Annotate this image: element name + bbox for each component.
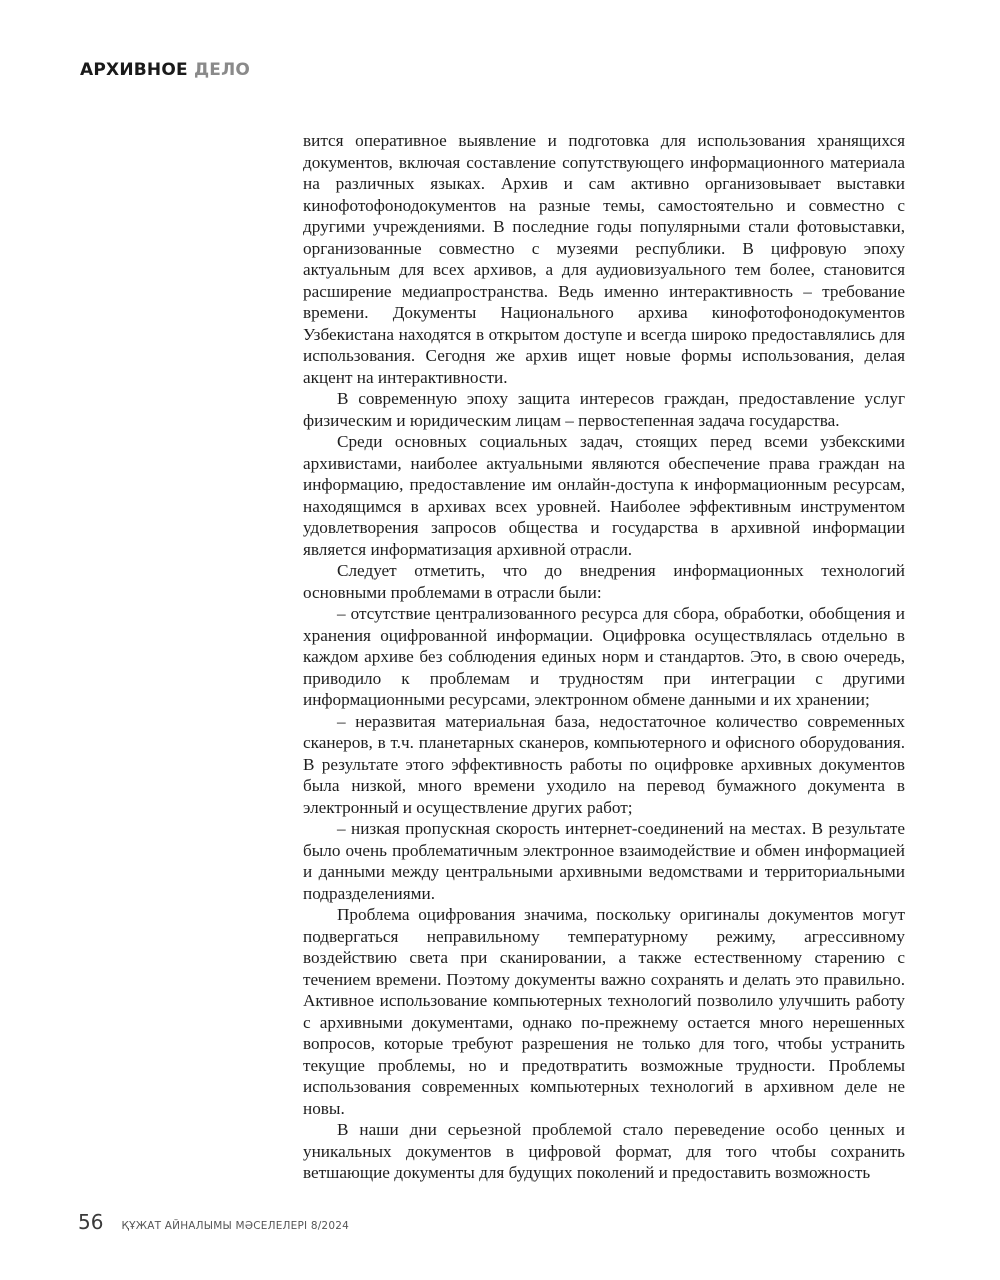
paragraph: В современную эпоху защита интересов граждан, предоставление услуг физическим и юридическим лицам – первостепенная задача государства. [303, 389, 905, 430]
article-body [303, 130, 905, 1184]
section-title-bold: АРХИВНОЕ [80, 60, 188, 80]
list-item-paragraph: – низкая пропускная скорость интернет-соединений на местах. В результате было очень проблематичным электронное взаимодействие и обмен информацией и данными между центральными архивными ведомствами и территориальными подразделениями. [303, 819, 905, 903]
paragraph: Среди основных социальных задач, стоящих перед всеми узбекскими архивистами, наиболее актуальными являются обеспечение права граждан на информацию, предоставление им онлайн-доступа к информационным ресурсам, находящимся в архивах всех уровней. Наиболее эффективным инструментом удовлетворения запросов общества и государства в архивной информации является информатизация архивной отрасли. [303, 432, 905, 559]
paragraph: В наши дни серьезной проблемой стало переведение особо ценных и уникальных документов в цифровой формат, для того чтобы сохранить ветшающие документы для будущих поколений и предоставить возможность [303, 1120, 905, 1182]
section-header [80, 60, 250, 80]
list-item-paragraph: – неразвитая материальная база, недостаточное количество современных сканеров, в т.ч. планетарных сканеров, компьютерного и офисного оборудования. В результате этого эффективность работы по оцифровке архивных документов была низкой, много времени уходило на перевод бумажного документа в электронный и осуществление других работ; [303, 711, 905, 817]
paragraph: вится оперативное выявление и подготовка для использования хранящихся документов, включая составление сопутствующего информационного материала на различных языках. Архив и сам активно организовывает выставки кинофотофонодокументов на разные темы, самостоятельно и совместно с другими учреждениями. В последние годы популярными стали фотовыставки, организованные совместно с музеями республики. В цифровую эпоху актуальным для всех архивов, а для аудиовизуального тем более, становится расширение медиапространства. Ведь именно интерактивность – требование времени. Документы Национального архива кинофотофонодокументов Узбекистана находятся в открытом доступе и всегда широко предоставлялись для использования. Сегодня же архив ищет новые формы использования, делая акцент на интерактивности. [303, 131, 905, 387]
paragraph: Проблема оцифрования значима, поскольку оригиналы документов могут подвергаться неправильному температурному режиму, агрессивному воздействию света при сканировании, а также естественному старению с течением времени. Поэтому документы важно сохранять и делать это правильно. Активное использование компьютерных технологий позволило улучшить работу с архивными документами, однако по-прежнему остается много нерешенных вопросов, которые требуют разрешения не только для того, чтобы устранить текущие проблемы, но и предотвратить возможные трудности. Проблемы использования современных компьютерных технологий в архивном деле не новы. [303, 905, 905, 1118]
section-title-light: ДЕЛО [193, 60, 251, 80]
page-footer [78, 1210, 349, 1234]
list-item-paragraph: – отсутствие централизованного ресурса для сбора, обработки, обобщения и хранения оцифрованной информации. Оцифровка осуществлялась отдельно в каждом архиве без соблюдения единых норм и стандартов. Это, в свою очередь, приводило к проблемам и трудностям при интеграции с другими информационными ресурсами, электронном обмене данными и их хранении; [303, 604, 905, 709]
page-number: 56 [78, 1210, 104, 1234]
journal-title: ҚҰЖАТ АЙНАЛЫМЫ МӘСЕЛЕЛЕРІ 8/2024 [121, 1220, 349, 1232]
paragraph: Следует отметить, что до внедрения информационных технологий основными проблемами в отрасли были: [303, 561, 905, 602]
